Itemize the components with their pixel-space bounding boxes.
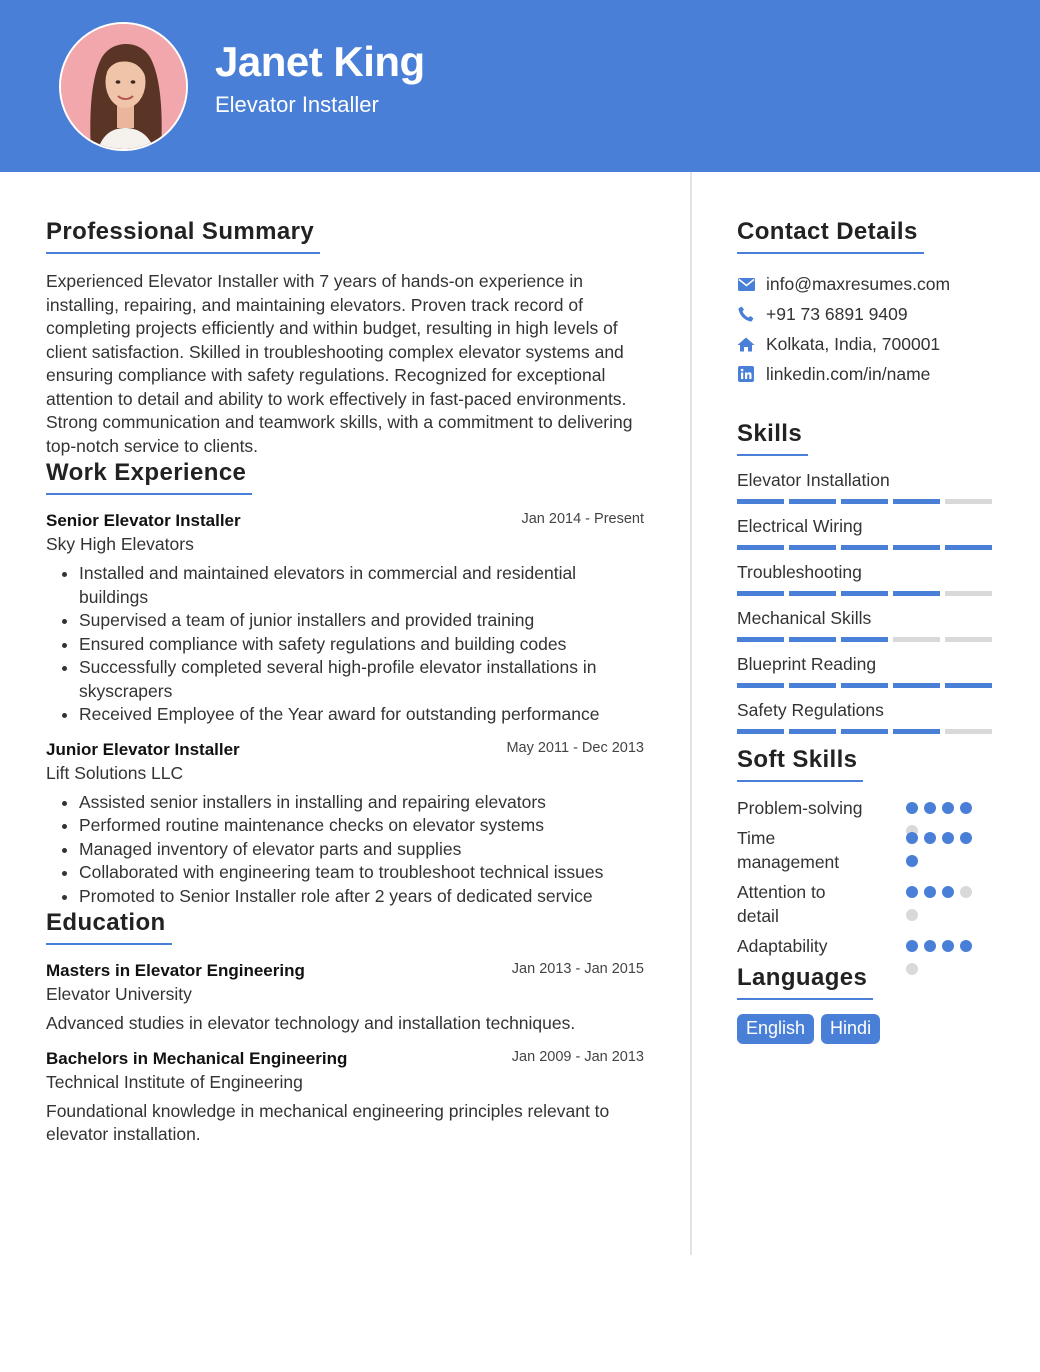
education-entry bbox=[46, 1049, 646, 1147]
soft-skill-dots bbox=[906, 940, 984, 986]
list-item: • Installed and maintained elevators in commercial and residential buildings bbox=[79, 562, 646, 609]
rating-dot bbox=[960, 886, 972, 898]
skill-level-segment bbox=[737, 683, 784, 688]
skill-level-segment bbox=[789, 729, 836, 734]
skill-level-segment bbox=[789, 499, 836, 504]
skill-level-segment bbox=[737, 729, 784, 734]
skill-level-segment bbox=[893, 499, 940, 504]
skill-level-segment bbox=[841, 591, 888, 596]
job-entry bbox=[46, 740, 646, 909]
soft-skill-item bbox=[737, 796, 997, 826]
soft-skill-item bbox=[737, 934, 997, 964]
skill-level-segment bbox=[737, 591, 784, 596]
skill-name: Blueprint Reading bbox=[737, 654, 877, 674]
list-item: • Managed inventory of elevator parts and supplies bbox=[79, 838, 646, 862]
list-item: • Ensured compliance with safety regulations and building codes bbox=[79, 633, 646, 657]
language-badge: Hindi bbox=[821, 1014, 880, 1044]
rating-dot bbox=[906, 963, 918, 975]
soft-skills-title: Soft Skills bbox=[737, 746, 863, 782]
skills-section bbox=[737, 420, 997, 734]
education-section bbox=[46, 909, 646, 1147]
linkedin-icon bbox=[737, 365, 755, 383]
home-icon bbox=[737, 335, 755, 353]
degree-title: Masters in Elevator Engineering bbox=[46, 961, 305, 980]
skills-list bbox=[737, 470, 997, 734]
skill-level-segment bbox=[841, 683, 888, 688]
skill-name: Elevator Installation bbox=[737, 470, 890, 490]
skill-item bbox=[737, 700, 997, 734]
skill-level-bar bbox=[737, 591, 997, 596]
skill-level-segment bbox=[789, 637, 836, 642]
skill-level-bar bbox=[737, 729, 997, 734]
header-banner bbox=[0, 0, 1040, 172]
skill-name: Safety Regulations bbox=[737, 700, 884, 720]
rating-dot bbox=[906, 886, 918, 898]
address-text: Kolkata, India, 700001 bbox=[766, 333, 941, 354]
languages-list bbox=[737, 1014, 997, 1044]
contact-linkedin bbox=[737, 359, 997, 389]
job-date: May 2011 - Dec 2013 bbox=[506, 739, 644, 756]
soft-skill-name: Time management bbox=[737, 828, 840, 872]
education-description: Foundational knowledge in mechanical engineering principles relevant to elevator installation. bbox=[46, 1100, 610, 1144]
list-item: • Collaborated with engineering team to troubleshoot technical issues bbox=[79, 861, 646, 885]
rating-dot bbox=[942, 886, 954, 898]
skills-title: Skills bbox=[737, 420, 808, 456]
sidebar-column bbox=[737, 172, 997, 1044]
skill-level-segment bbox=[841, 637, 888, 642]
summary-section bbox=[46, 218, 646, 458]
rating-dot bbox=[906, 802, 918, 814]
rating-dot bbox=[924, 832, 936, 844]
languages-title: Languages bbox=[737, 964, 873, 1000]
soft-skill-name: Problem-solving bbox=[737, 798, 863, 818]
skill-level-segment bbox=[893, 545, 940, 550]
job-company: Lift Solutions LLC bbox=[46, 762, 184, 783]
skill-item bbox=[737, 608, 997, 642]
linkedin-text[interactable]: linkedin.com/in/name bbox=[766, 363, 931, 384]
skill-level-bar bbox=[737, 499, 997, 504]
list-item: • Performed routine maintenance checks on elevator systems bbox=[79, 814, 646, 838]
rating-dot bbox=[942, 802, 954, 814]
education-date: Jan 2009 - Jan 2013 bbox=[511, 1048, 644, 1065]
list-item: • Successfully completed several high-profile elevator installations in skyscrapers bbox=[79, 656, 646, 703]
education-entry bbox=[46, 961, 646, 1036]
rating-dot bbox=[906, 855, 918, 867]
job-company: Sky High Elevators bbox=[46, 534, 194, 554]
rating-dot bbox=[960, 802, 972, 814]
job-bullets bbox=[46, 791, 646, 909]
contact-phone bbox=[737, 299, 997, 329]
skill-item bbox=[737, 562, 997, 596]
skill-level-segment bbox=[945, 637, 992, 642]
phone-icon bbox=[737, 305, 755, 323]
education-description: Advanced studies in elevator technology and installation techniques. bbox=[46, 1013, 576, 1033]
phone-text[interactable]: +91 73 6891 9409 bbox=[766, 303, 908, 324]
rating-dot bbox=[924, 886, 936, 898]
summary-text: Experienced Elevator Installer with 7 years of hands-on experience in installing, repairing, and maintaining elevators. Proven track record of completing projects efficiently and within budget, resulting in high levels of client satisfaction. Skilled in troubleshooting complex elevator systems and ensuring compliance with safety regulations. Recognized for exceptional attention to detail and ability to work effectively in fast-paced environments. Strong communication and teamwork skills, with a commitment to delivering top-notch service to clients. bbox=[46, 271, 633, 456]
skill-level-segment bbox=[945, 683, 992, 688]
envelope-icon bbox=[737, 275, 755, 293]
skill-level-segment bbox=[841, 499, 888, 504]
skill-level-segment bbox=[789, 591, 836, 596]
soft-skill-dots bbox=[906, 832, 984, 878]
rating-dot bbox=[960, 832, 972, 844]
skill-level-segment bbox=[893, 637, 940, 642]
experience-section bbox=[46, 459, 646, 908]
school-name: Technical Institute of Engineering bbox=[46, 1071, 303, 1092]
soft-skills-section bbox=[737, 746, 997, 964]
contact-email bbox=[737, 269, 997, 299]
skill-item bbox=[737, 470, 997, 504]
soft-skill-dots bbox=[906, 886, 984, 932]
list-item: • Supervised a team of junior installers and provided training bbox=[79, 609, 646, 633]
main-column bbox=[46, 172, 646, 1147]
rating-dot bbox=[942, 940, 954, 952]
skill-level-segment bbox=[945, 729, 992, 734]
skill-level-segment bbox=[789, 545, 836, 550]
skill-level-segment bbox=[945, 499, 992, 504]
soft-skill-item bbox=[737, 826, 997, 880]
skill-level-segment bbox=[841, 545, 888, 550]
list-item: • Promoted to Senior Installer role after 2 years of dedicated service bbox=[79, 885, 646, 909]
email-text[interactable]: info@maxresumes.com bbox=[766, 273, 951, 294]
soft-skill-name: Attention to detail bbox=[737, 882, 826, 926]
skill-name: Troubleshooting bbox=[737, 562, 862, 582]
job-title: Senior Elevator Installer bbox=[46, 511, 241, 530]
summary-title: Professional Summary bbox=[46, 218, 320, 254]
soft-skill-item bbox=[737, 880, 997, 934]
rating-dot bbox=[942, 832, 954, 844]
skill-level-segment bbox=[737, 499, 784, 504]
contact-address bbox=[737, 329, 997, 359]
skill-name: Mechanical Skills bbox=[737, 608, 872, 628]
education-date: Jan 2013 - Jan 2015 bbox=[511, 961, 644, 977]
rating-dot bbox=[906, 940, 918, 952]
language-badge: English bbox=[737, 1014, 814, 1044]
skill-level-segment bbox=[737, 637, 784, 642]
job-date: Jan 2014 - Present bbox=[521, 511, 644, 527]
avatar bbox=[59, 22, 188, 151]
skill-level-segment bbox=[945, 591, 992, 596]
rating-dot bbox=[906, 832, 918, 844]
school-name: Elevator University bbox=[46, 984, 192, 1004]
skill-level-segment bbox=[945, 545, 992, 550]
list-item: • Assisted senior installers in installing and repairing elevators bbox=[79, 791, 646, 815]
skill-level-bar bbox=[737, 637, 997, 642]
candidate-name: Janet King bbox=[215, 38, 425, 85]
rating-dot bbox=[960, 940, 972, 952]
rating-dot bbox=[924, 940, 936, 952]
experience-title: Work Experience bbox=[46, 459, 252, 495]
skill-level-segment bbox=[893, 729, 940, 734]
column-divider bbox=[690, 172, 692, 1255]
job-bullets bbox=[46, 562, 646, 727]
skill-level-bar bbox=[737, 545, 997, 550]
skill-level-bar bbox=[737, 683, 997, 688]
job-title: Junior Elevator Installer bbox=[46, 739, 240, 759]
education-title: Education bbox=[46, 909, 172, 945]
rating-dot bbox=[924, 802, 936, 814]
skill-level-segment bbox=[737, 545, 784, 550]
contact-title: Contact Details bbox=[737, 218, 924, 254]
skill-level-segment bbox=[789, 683, 836, 688]
degree-title: Bachelors in Mechanical Engineering bbox=[46, 1048, 348, 1068]
skill-level-segment bbox=[893, 683, 940, 688]
skill-name: Electrical Wiring bbox=[737, 516, 863, 536]
skill-item bbox=[737, 516, 997, 550]
list-item: • Received Employee of the Year award for outstanding performance bbox=[79, 703, 646, 727]
candidate-role: Elevator Installer bbox=[215, 92, 379, 117]
job-entry bbox=[46, 511, 646, 727]
skill-level-segment bbox=[841, 729, 888, 734]
skill-item bbox=[737, 654, 997, 688]
contact-section bbox=[737, 218, 997, 389]
rating-dot bbox=[906, 909, 918, 921]
skill-level-segment bbox=[893, 591, 940, 596]
soft-skill-name: Adaptability bbox=[737, 936, 828, 956]
